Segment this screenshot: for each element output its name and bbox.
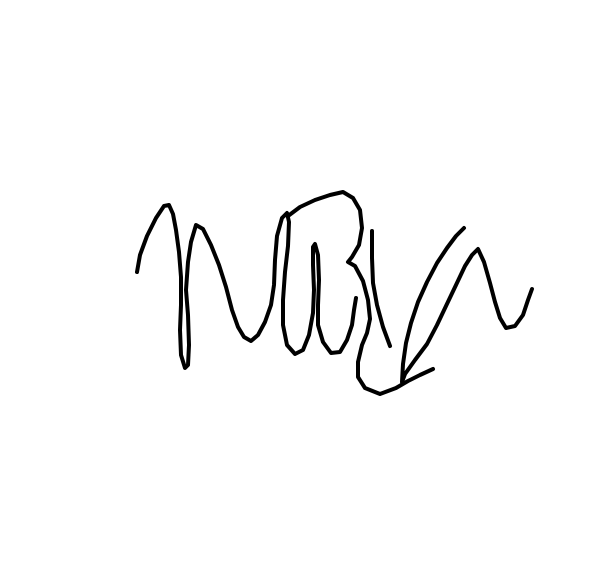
signature-stroke-4 bbox=[402, 228, 532, 382]
signature-stroke-1 bbox=[137, 205, 356, 368]
signature-stroke-3 bbox=[372, 231, 390, 346]
